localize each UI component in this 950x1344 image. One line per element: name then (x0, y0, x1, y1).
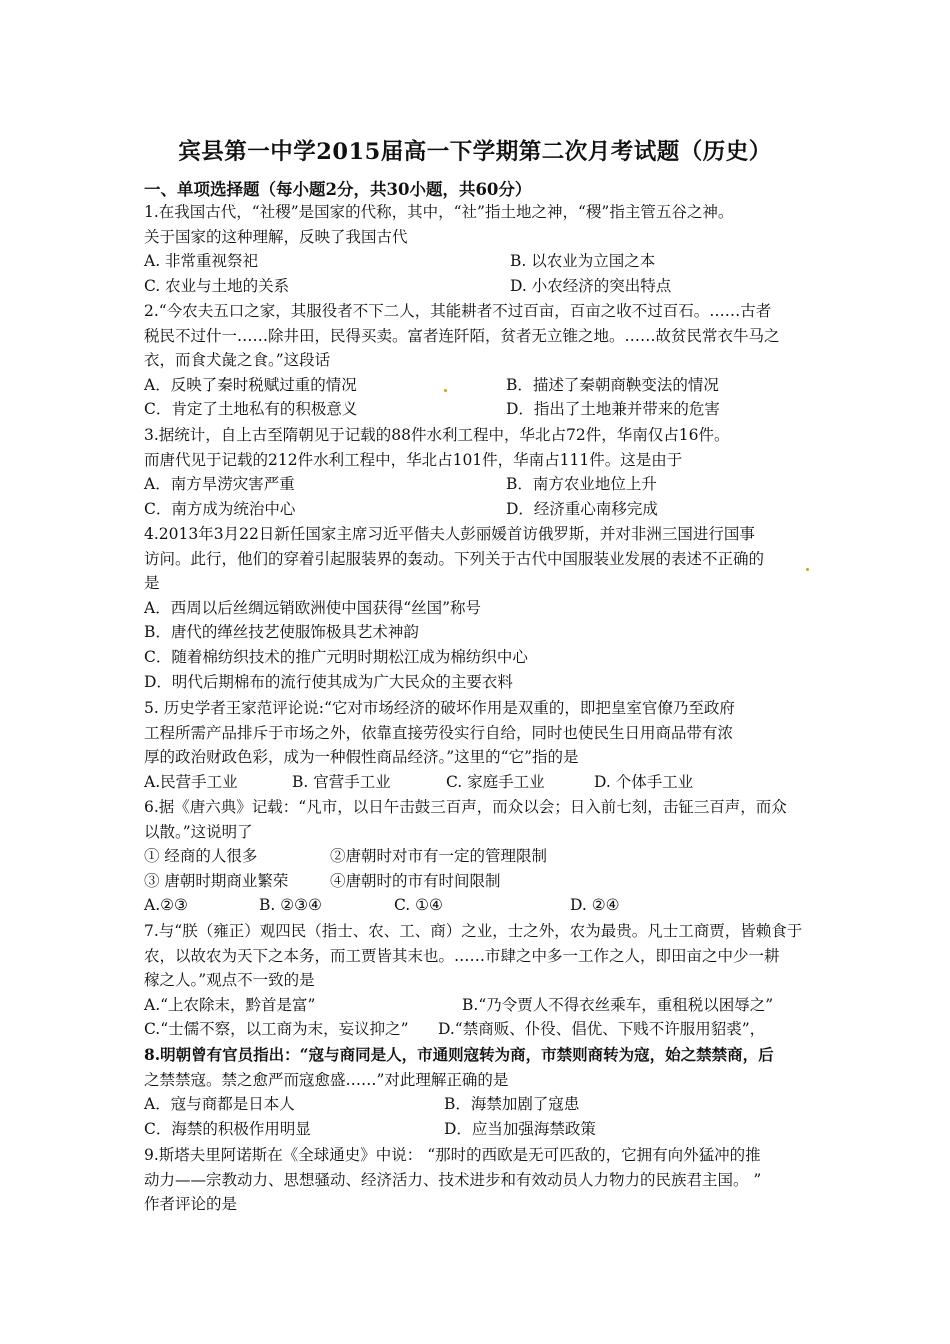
question-stem-line: 9.斯塔夫里阿诺斯在《全球通史》中说： “那时的西欧是无可匹敌的，它拥有向外猛冲的推 (144, 1146, 761, 1164)
question-stem-line: 农，以故农为天下之本务，而工贾皆其末也。……市肆之中多一工作之人，即田亩之中少一耕 (144, 946, 780, 965)
option-d: D. 小农经济的突出特点 (510, 276, 672, 295)
option-b: B．海禁加剧了寇患 (444, 1095, 580, 1114)
statement-1: ① 经商的人很多 (144, 847, 258, 866)
question-stem-line: 2.“今农夫五口之家，其服役者不下二人，其能耕者不过百亩，百亩之收不过百石。……古者 (144, 302, 772, 320)
option-c: C. ①④ (394, 896, 443, 915)
question-stem-line: 而唐代见于记载的212件水利工程中，华北占101件，华南占111件。这是由于 (144, 450, 683, 469)
option-c: C．南方成为统治中心 (144, 499, 296, 518)
question-stem-line: 5. 历史学者王家范评论说:“它对市场经济的破坏作用是双重的，即把皇室官僚乃至政府 (144, 699, 735, 717)
question-stem-line: 以散。”这说明了 (144, 822, 253, 841)
option-c: C. 家庭手工业 (446, 772, 545, 791)
option-d: D．指出了土地兼并带来的危害 (506, 400, 720, 419)
option-c: C．肯定了土地私有的积极意义 (144, 400, 358, 419)
option-c: C．随着棉纺织技术的推广元明时期松江成为棉纺织中心 (144, 647, 528, 666)
option-b: B. ②③④ (259, 896, 322, 915)
option-b: B.“乃令贾人不得衣丝乘车，重租税以困辱之” (462, 995, 774, 1014)
statement-4: ④唐朝时的市有时间限制 (330, 871, 501, 890)
question-stem-line: 衣，而食犬彘之食。”这段话 (144, 351, 331, 370)
question-stem-line: 税民不过什一……除井田，民得买卖。富者连阡陌，贫者无立锥之地。……故贫民常衣牛马之 (144, 326, 780, 345)
option-d: D．明代后期棉布的流行使其成为广大民众的主要衣料 (144, 672, 513, 691)
question-stem-line: 之禁禁寇。禁之愈严而寇愈盛……”对此理解正确的是 (144, 1070, 509, 1089)
option-c: C.“士儒不察，以工商为末，妄议抑之” (144, 1020, 409, 1039)
question-stem-line: 6.据《唐六典》记载：“凡市，以日午击鼓三百声，而众以会；日入前七刻，击钲三百声，而众 (144, 798, 787, 816)
option-d: D．应当加强海禁政策 (444, 1119, 596, 1138)
option-a: A．南方旱涝灾害严重 (144, 475, 295, 494)
option-a: A. 非常重视祭祀 (144, 252, 259, 271)
option-b: B．南方农业地位上升 (506, 475, 657, 494)
question-5 (144, 696, 814, 794)
question-stem-line: 动力——宗教动力、思想骚动、经济活力、技术进步和有效动员人力物力的民族君主国。 ” (144, 1170, 762, 1189)
question-stem-line: 7.与“朕（雍正）观四民（指士、农、工、商）之业，士之外，农为最贵。凡士工商贾，皆赖食于 (144, 922, 803, 940)
option-a: A．寇与商都是日本人 (144, 1095, 295, 1114)
option-a: A.②③ (144, 896, 188, 915)
question-stem-line: 作者评论的是 (144, 1195, 238, 1214)
question-9 (144, 1143, 814, 1217)
option-a: A．西周以后丝绸远销欧洲使中国获得“丝国”称号 (144, 598, 482, 617)
option-b: B．唐代的缂丝技艺使服饰极具艺术神韵 (144, 623, 419, 642)
question-stem-line: 8.明朝曾有官员指出：“寇与商同是人，市通则寇转为商，市禁则商转为寇，始之禁禁商，后 (144, 1045, 774, 1064)
option-d: D.“禁商贩、仆役、倡优、下贱不许服用貂裘”， (438, 1020, 766, 1039)
option-d: D. 个体手工业 (594, 772, 694, 791)
ink-speck (444, 389, 447, 392)
question-2 (144, 299, 814, 422)
option-b: B. 以农业为立国之本 (510, 252, 656, 271)
question-stem-line: 4.2013年3月22日新任国家主席习近平偕夫人彭丽媛首访俄罗斯，并对非洲三国进行国事 (144, 525, 755, 543)
statement-3: ③ 唐朝时期商业繁荣 (144, 871, 289, 890)
option-a: A．反映了秦时税赋过重的情况 (144, 375, 357, 394)
question-8 (144, 1043, 814, 1141)
question-1 (144, 200, 814, 298)
question-stem-line: 关于国家的这种理解，反映了我国古代 (144, 227, 408, 246)
question-4 (144, 522, 814, 694)
ink-speck (806, 568, 809, 571)
question-stem-line: 稼之人。”观点不一致的是 (144, 971, 315, 990)
statement-2: ②唐朝时对市有一定的管理限制 (330, 847, 548, 866)
question-stem-line: 1.在我国古代，“社稷”是国家的代称，其中，“社”指土地之神，“稷”指主管五谷之神。 (144, 203, 734, 221)
question-stem-line: 工程所需产品排斥于市场之外，依靠直接劳役实行自给，同时也使民生日用商品带有浓 (144, 723, 734, 742)
exam-title: 宾县第一中学2015届高一下学期第二次月考试题（历史） (178, 139, 772, 165)
question-6 (144, 795, 814, 918)
question-3 (144, 423, 814, 521)
question-stem-line: 3.据统计，自上古至隋朝见于记载的88件水利工程中，华北占72件，华南仅占16件。 (144, 426, 730, 444)
option-b: B．描述了秦朝商鞅变法的情况 (506, 375, 719, 394)
option-b: B. 官营手工业 (292, 772, 391, 791)
question-stem-line: 是 (144, 574, 160, 593)
option-d: D．经济重心南移完成 (506, 499, 658, 518)
section-heading: 一、单项选择题（每小题2分，共30小题，共60分） (144, 180, 532, 199)
question-7 (144, 919, 814, 1042)
question-stem-line: 厚的政治财政色彩，成为一种假性商品经济。”这里的“它”指的是 (144, 748, 579, 767)
option-d: D. ②④ (570, 896, 620, 915)
option-a: A.“上农除末，黔首是富” (144, 995, 316, 1014)
option-a: A.民营手工业 (144, 772, 238, 791)
option-c: C. 农业与土地的关系 (144, 276, 290, 295)
question-stem-line: 访问。此行，他们的穿着引起服装界的轰动。下列关于古代中国服装业发展的表述不正确的 (144, 549, 765, 568)
option-c: C．海禁的积极作用明显 (144, 1119, 311, 1138)
